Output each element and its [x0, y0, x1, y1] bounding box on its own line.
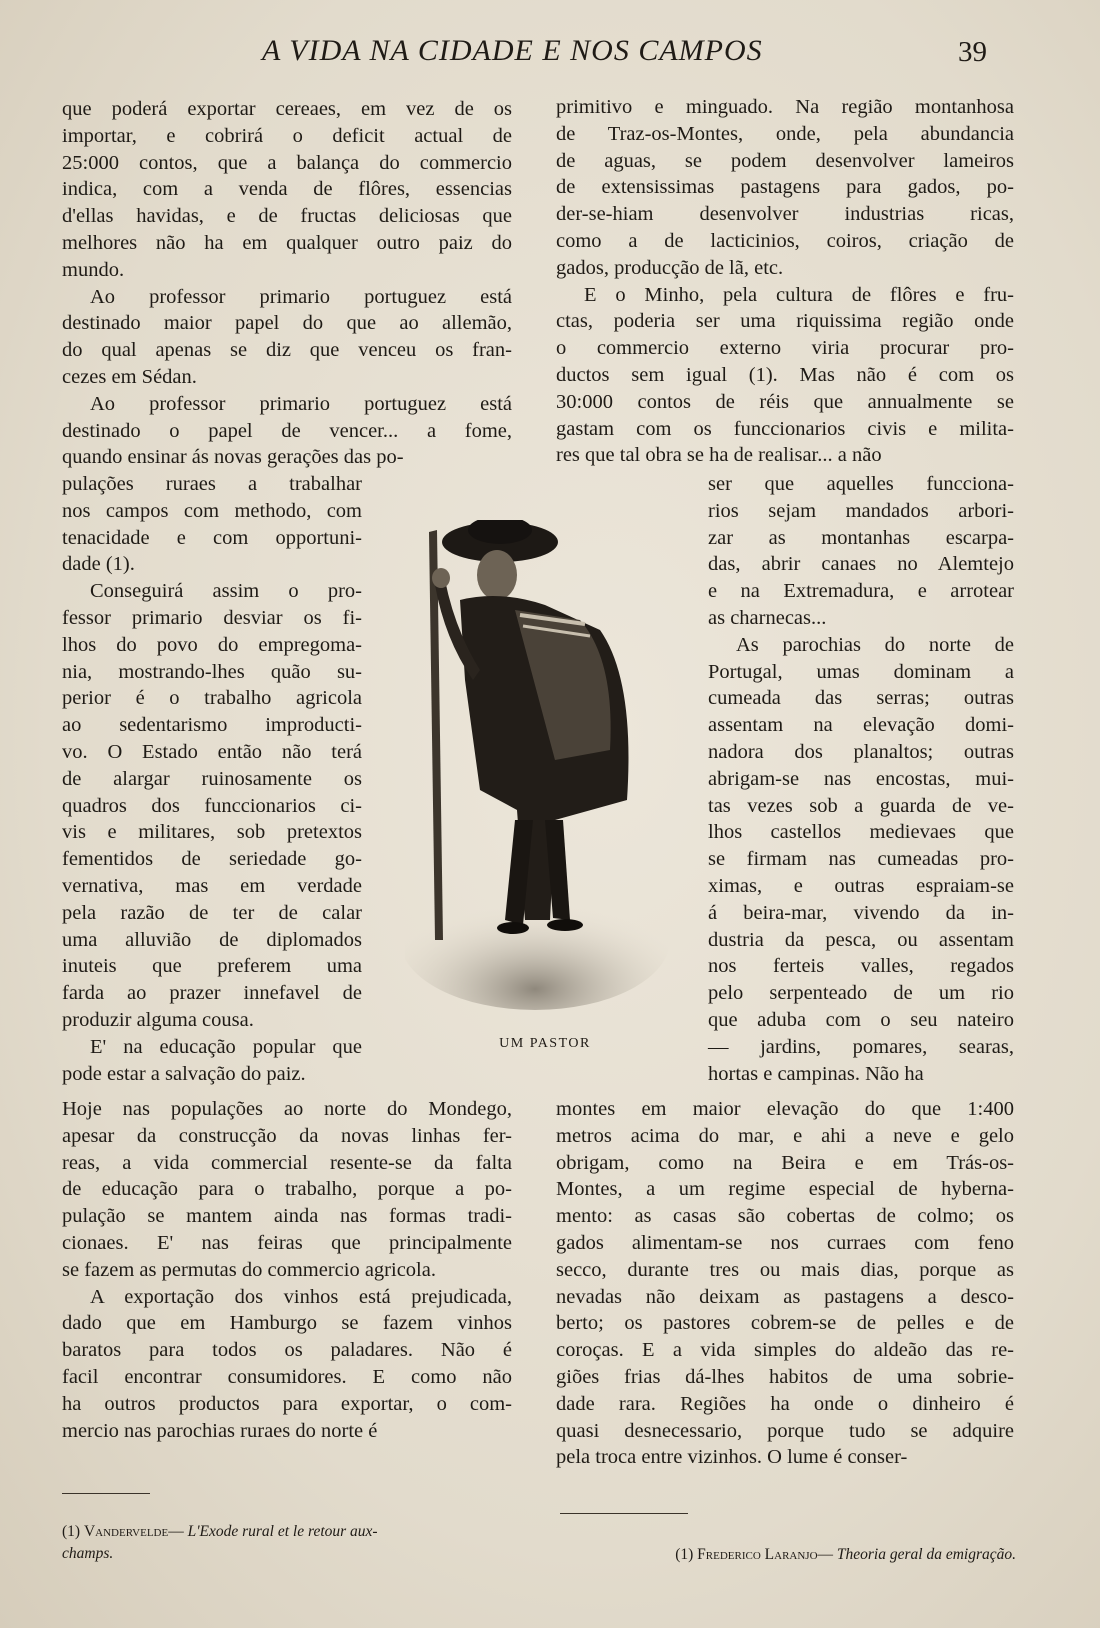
text-line: ha outros productos para exportar, o com- — [62, 1392, 512, 1415]
text-line: primitivo e minguado. Na região montanhosa — [556, 96, 1014, 118]
text-line: tas vezes sob a guarda de ve- — [708, 794, 1014, 817]
text-line: que poderá exportar cereaes, em vez de os — [62, 98, 512, 120]
text-line: de Traz-os-Montes, onde, pela abundancia — [556, 122, 1014, 145]
text-line: vo. O Estado então não terá — [62, 740, 362, 763]
text-line: cionaes. E' nas feiras que principalmente — [62, 1231, 512, 1254]
footnote-right-marker: (1) — [675, 1546, 694, 1563]
text-line: obrigam, como na Beira e em Trás-os- — [556, 1151, 1014, 1174]
text-line: nos ferteis valles, regados — [708, 955, 1014, 978]
text-line: nia, mostrando-lhes quão su- — [62, 660, 362, 683]
text-line: facil encontrar consumidores. E como não — [62, 1365, 512, 1388]
text-line: indica, com a venda de flôres, essencias — [62, 178, 512, 201]
right-column-narrow — [708, 471, 1014, 1087]
text-line: de alargar ruinosamente os — [62, 767, 362, 790]
text-line: der-se-hiam desenvolver industrias ricas, — [556, 203, 1014, 226]
text-line: 30:000 contos de réis que annualmente se — [556, 390, 1014, 413]
text-line: de extensissimas pastagens para gados, po- — [556, 176, 1014, 199]
text-line: pela razão de ter de calar — [62, 901, 362, 924]
text-line: rios sejam mandados arbori- — [708, 499, 1014, 522]
footnote-left-title: L'Exode rural et le retour aux- — [187, 1523, 378, 1540]
text-line: mento: as casas são cobertas de colmo; os — [556, 1205, 1014, 1228]
text-line: quando ensinar ás novas gerações das po- — [62, 446, 404, 469]
text-line: gados alimentam-se nos curraes com feno — [556, 1231, 1014, 1254]
text-line: inuteis que preferem uma — [62, 955, 362, 978]
text-line: destinado maior papel do que ao allemão, — [62, 312, 512, 335]
text-line: farda ao prazer innefavel de — [62, 982, 362, 1005]
text-line: baratos para todos os paladares. Não é — [62, 1339, 512, 1362]
text-line: o commercio externo viria procurar pro- — [556, 337, 1014, 360]
left-column-bottom — [62, 1096, 512, 1444]
text-line: E' na educação popular que — [90, 1035, 362, 1058]
page-number: 39 — [958, 36, 987, 68]
text-line: quadros dos funccionarios ci- — [62, 794, 362, 817]
footnote-right — [586, 1544, 1016, 1566]
text-line: assentam na elevação domi- — [708, 714, 1014, 737]
text-line: ser que aquelles funcciona- — [708, 473, 1014, 495]
text-line: se fazem as permutas do commercio agricola. — [62, 1258, 436, 1281]
left-column-top — [62, 96, 512, 471]
shepherd-photo — [405, 520, 675, 1020]
text-line: pelo serpenteado de um rio — [708, 982, 1014, 1005]
text-line: giões frias dá-lhes habitos de uma sobrie- — [556, 1365, 1014, 1388]
text-line: res que tal obra se ha de realisar... a não — [556, 444, 882, 467]
text-line: lhos castellos medievaes que — [708, 821, 1014, 844]
text-line: mercio nas parochias ruraes do norte é — [62, 1419, 378, 1442]
text-line: se firmam nas cumeadas pro- — [708, 848, 1014, 871]
text-line: de educação para o trabalho, porque a po- — [62, 1178, 512, 1201]
text-line: E o Minho, pela cultura de flôres e fru- — [584, 283, 1014, 306]
text-line: reas, a vida commercial resente-se da falta — [62, 1151, 512, 1174]
text-line: fementidos de seriedade go- — [62, 848, 362, 871]
text-line: dade (1). — [62, 553, 135, 576]
text-line: ductos sem igual (1). Mas não é com os — [556, 363, 1014, 386]
text-line: produzir alguma cousa. — [62, 1008, 254, 1031]
text-line: destinado o papel de vencer... a fome, — [62, 419, 512, 442]
text-line: abrigam-se nas encostas, mui- — [708, 767, 1014, 790]
text-line: importar, e cobrirá o deficit actual de — [62, 124, 512, 147]
footnote-rule-right — [560, 1513, 688, 1514]
text-line: Portugal, umas dominam a — [708, 660, 1014, 683]
right-column-top — [556, 94, 1014, 469]
footnote-left — [62, 1521, 517, 1565]
text-line: mundo. — [62, 258, 125, 281]
text-line: e na Extremadura, e arrotear — [708, 580, 1014, 603]
footnote-rule-left — [62, 1493, 150, 1494]
text-line: as charnecas... — [708, 606, 827, 629]
text-line: secco, durante tres ou mais dias, porque as — [556, 1258, 1014, 1281]
text-line: perior é o trabalho agricola — [62, 687, 362, 710]
text-line: das, abrir canaes no Alemtejo — [708, 553, 1014, 576]
text-line: lhos do povo do empregoma- — [62, 633, 362, 656]
text-line: d'ellas havidas, e de fructas deliciosas que — [62, 205, 512, 228]
text-line: cezes em Sédan. — [62, 365, 197, 388]
text-line: que aduba com o seu nateiro — [708, 1008, 1014, 1031]
text-line: do qual apenas se diz que venceu os fran- — [62, 339, 512, 362]
text-line: apesar da construcção da novas linhas fer- — [62, 1124, 512, 1147]
text-line: cumeada das serras; outras — [708, 687, 1014, 710]
text-line: berto; os pastores cobrem-se de pelles e de — [556, 1312, 1014, 1335]
text-line: quasi desnecessario, porque tudo se adquire — [556, 1419, 1014, 1442]
text-line: nadora dos planaltos; outras — [708, 740, 1014, 763]
left-column-narrow — [62, 471, 362, 1087]
text-line: pela troca entre vizinhos. O lume é conser- — [556, 1446, 908, 1469]
text-line: tenacidade e com opportuni- — [62, 526, 362, 549]
text-line: dado que em Hamburgo se fazem vinhos — [62, 1312, 512, 1335]
text-line: pulações ruraes a trabalhar — [62, 473, 362, 495]
text-line: ximas, e outras espraiam-se — [708, 874, 1014, 897]
text-line: ctas, poderia ser uma riquissima região onde — [556, 310, 1014, 333]
footnote-right-author: Frederico Laranjo — [697, 1546, 818, 1563]
text-line: gados, producção de lã, etc. — [556, 256, 784, 279]
text-line: ao sedentarismo improducti- — [62, 714, 362, 737]
text-line: — jardins, pomares, searas, — [708, 1035, 1014, 1058]
text-line: Hoje nas populações ao norte do Mondego, — [62, 1098, 512, 1120]
footnote-left-dash: — — [168, 1523, 184, 1540]
text-line: Montes, a um regime especial de hyberna- — [556, 1178, 1014, 1201]
text-line: gastam com os funccionarios civis e milita- — [556, 417, 1014, 440]
page-header — [0, 34, 1100, 78]
text-line: coroças. E a vida simples do aldeão das re- — [556, 1339, 1014, 1362]
text-line: fessor primario desviar os fi- — [62, 606, 362, 629]
text-line: como a de lacticinios, coiros, criação de — [556, 229, 1014, 252]
text-line: A exportação dos vinhos está prejudicada, — [90, 1285, 512, 1308]
text-line: vis e militares, sob pretextos — [62, 821, 362, 844]
footnote-left-author: Vandervelde — [83, 1523, 169, 1540]
footnote-right-title: Theoria geral da emigração. — [836, 1546, 1016, 1563]
text-line: melhores não ha em qualquer outro paiz do — [62, 231, 512, 254]
footnote-right-dash: — — [817, 1546, 834, 1563]
text-line: hortas e campinas. Não ha — [708, 1062, 924, 1085]
text-line: metros acima do mar, e ahi a neve e gelo — [556, 1124, 1014, 1147]
figure-caption: UM PASTOR — [499, 1036, 591, 1051]
text-line: Ao professor primario portuguez está — [90, 285, 512, 308]
text-line: dustria da pesca, ou assentam — [708, 928, 1014, 951]
text-line: uma alluvião de diplomados — [62, 928, 362, 951]
text-line: zar as montanhas escarpa- — [708, 526, 1014, 549]
text-line: Conseguirá assim o pro- — [90, 580, 362, 603]
text-line: pulação se mantem ainda nas formas tradi- — [62, 1205, 512, 1228]
footnote-left-title-cont: champs. — [62, 1545, 114, 1562]
text-line: de aguas, se podem desenvolver lameiros — [556, 149, 1014, 172]
footnote-left-marker: (1) — [62, 1523, 81, 1540]
text-line: pode estar a salvação do paiz. — [62, 1062, 306, 1085]
text-line: Ao professor primario portuguez está — [90, 392, 512, 415]
text-line: nevadas não deixam as pastagens a desco- — [556, 1285, 1014, 1308]
right-column-bottom — [556, 1096, 1014, 1471]
text-line: montes em maior elevação do que 1:400 — [556, 1098, 1014, 1120]
running-title: A VIDA NA CIDADE E NOS CAMPOS — [262, 34, 763, 67]
shepherd-illustration — [405, 520, 675, 1020]
text-line: nos campos com methodo, com — [62, 499, 362, 522]
text-line: vernativa, mas em verdade — [62, 874, 362, 897]
text-line: dade rara. Regiões ha onde o dinheiro é — [556, 1392, 1014, 1415]
text-line: á beira-mar, vivendo da in- — [708, 901, 1014, 924]
text-line: As parochias do norte de — [736, 633, 1014, 656]
text-line: 25:000 contos, que a balança do commercio — [62, 151, 512, 174]
